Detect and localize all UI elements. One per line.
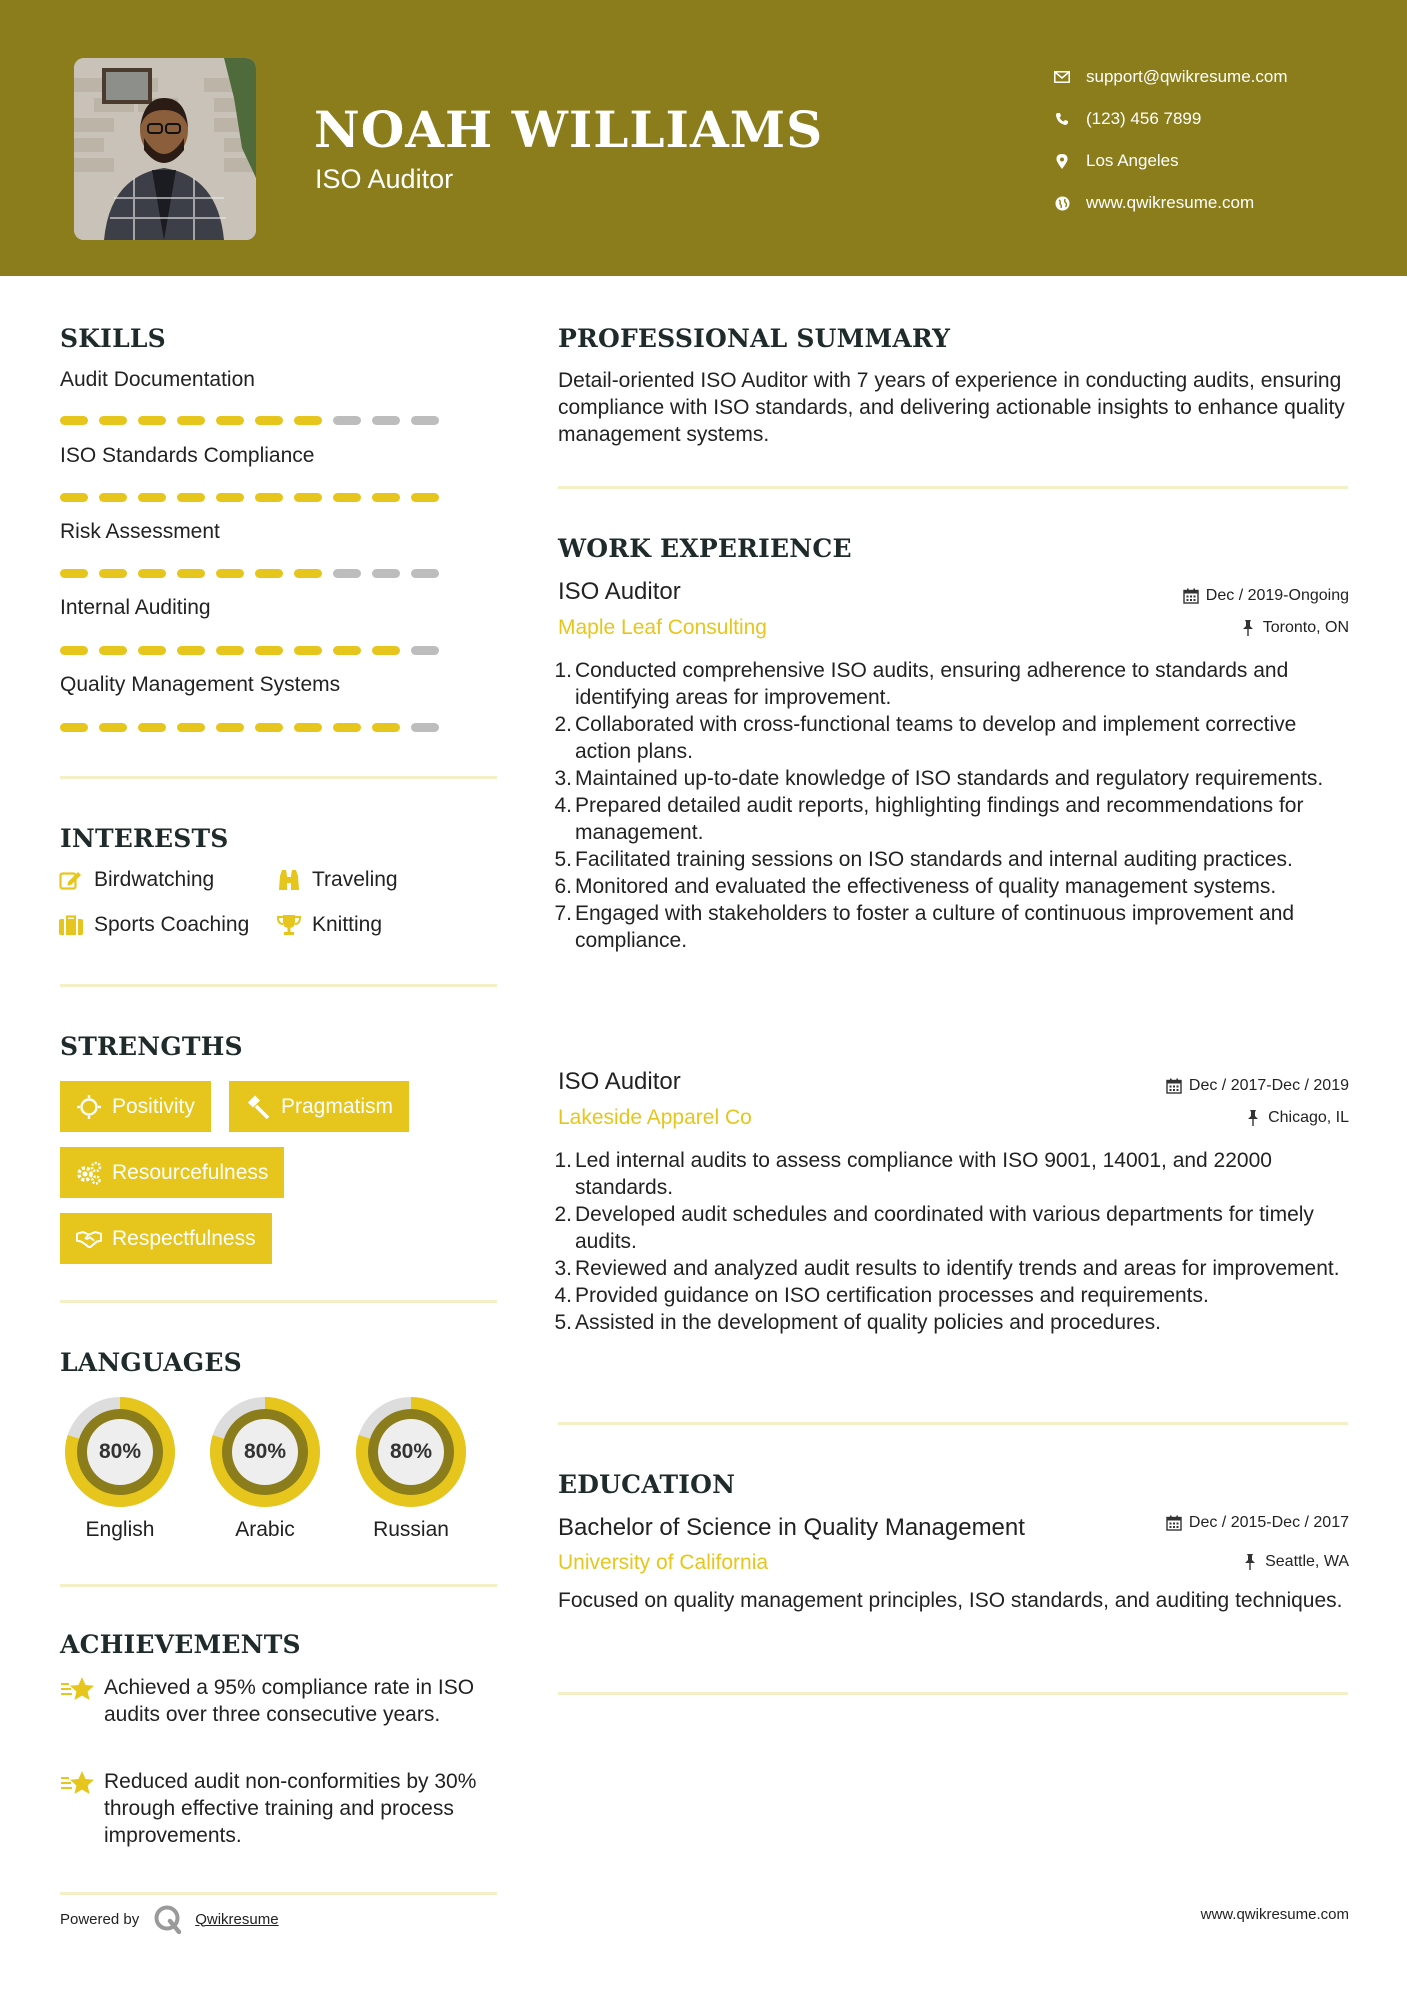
- skill-level-dash: [333, 569, 361, 578]
- job-dates-text: Dec / 2019-Ongoing: [1205, 587, 1349, 604]
- skill-level-dash: [294, 646, 322, 655]
- achievement-item: [60, 1768, 500, 1849]
- skill-level-dash: [411, 723, 439, 732]
- skill-level-dash: [60, 569, 88, 578]
- skill-level-dash: [216, 646, 244, 655]
- language-item: [58, 1390, 182, 1541]
- section-divider: [60, 1300, 497, 1303]
- calendar-icon: [1165, 1077, 1183, 1095]
- skill-level-dash: [216, 569, 244, 578]
- strength-label: Pragmatism: [281, 1094, 394, 1118]
- skill-level-dash: [333, 416, 361, 425]
- skill-level-dash: [138, 646, 166, 655]
- skill-level-dash: [216, 723, 244, 732]
- contact-list: [1050, 56, 1288, 224]
- skill-level-dash: [99, 569, 127, 578]
- skill-bar: [60, 416, 440, 426]
- skill-level-dash: [255, 493, 283, 502]
- star-icon: [60, 1768, 96, 1798]
- duty-item: 4. Provided guidance on ISO certification processes and requirements.: [554, 1284, 1209, 1307]
- contact-email-text: support@qwikresume.com: [1086, 67, 1288, 86]
- section-divider: [558, 1422, 1348, 1425]
- achievement-text: Reduced audit non-conformities by 30% through effective training and process improvements.: [104, 1770, 477, 1847]
- candidate-name: NOAH WILLIAMS: [314, 100, 824, 159]
- company-name: Maple Leaf Consulting: [558, 616, 767, 639]
- skill-level-dash: [372, 416, 400, 425]
- skill-level-dash: [177, 646, 205, 655]
- powered-by: [60, 1904, 279, 1934]
- education-location: [1241, 1553, 1349, 1571]
- duty-item: 1. Conducted comprehensive ISO audits, ensuring adherence to standards and identifying areas for improvement.: [554, 659, 1289, 709]
- calendar-icon: [1165, 1514, 1183, 1532]
- handshake-icon: [76, 1226, 102, 1252]
- language-item: [349, 1390, 473, 1541]
- company-name: Lakeside Apparel Co: [558, 1106, 752, 1129]
- job-dates: [1182, 587, 1349, 605]
- skill-name: Risk Assessment: [60, 520, 220, 543]
- skill-level-dash: [411, 569, 439, 578]
- profile-photo: [74, 58, 256, 240]
- skill-level-dash: [294, 569, 322, 578]
- interests-heading: INTERESTS: [60, 824, 229, 853]
- section-divider: [60, 1584, 497, 1587]
- skill-name: Internal Auditing: [60, 596, 211, 619]
- skill-level-dash: [411, 646, 439, 655]
- duty-item: 4. Prepared detailed audit reports, highlighting findings and recommendations for management.: [554, 794, 1304, 844]
- qwikresume-link[interactable]: Qwikresume: [195, 1910, 279, 1928]
- contact-location-text: Los Angeles: [1086, 151, 1179, 170]
- interest-label: Knitting: [312, 913, 383, 936]
- section-divider: [558, 486, 1348, 489]
- skill-level-dash: [99, 723, 127, 732]
- job-dates-text: Dec / 2017-Dec / 2019: [1188, 1077, 1349, 1094]
- contact-website-text: www.qwikresume.com: [1086, 193, 1255, 212]
- language-percent: 80%: [243, 1440, 287, 1463]
- job-location-text: Toronto, ON: [1262, 619, 1349, 636]
- trophy-icon: [276, 912, 302, 938]
- skill-level-dash: [60, 416, 88, 425]
- skill-level-dash: [294, 416, 322, 425]
- skill-level-dash: [216, 493, 244, 502]
- skill-level-dash: [294, 493, 322, 502]
- duty-item: 2. Developed audit schedules and coordinated with various departments for timely audits.: [554, 1203, 1314, 1253]
- skill-level-dash: [138, 569, 166, 578]
- skill-level-dash: [177, 493, 205, 502]
- achievement-text: Achieved a 95% compliance rate in ISO audits over three consecutive years.: [104, 1676, 475, 1726]
- gears-icon: [76, 1160, 102, 1186]
- pushpin-icon: [1241, 1553, 1259, 1571]
- pushpin-icon: [1239, 619, 1257, 637]
- achievement-item: [60, 1674, 500, 1728]
- skill-level-dash: [255, 416, 283, 425]
- contact-location: [1050, 140, 1288, 182]
- interest-label: Birdwatching: [94, 868, 215, 891]
- skill-bar: [60, 723, 440, 733]
- skill-name: Quality Management Systems: [60, 673, 341, 696]
- skill-level-dash: [372, 493, 400, 502]
- duty-item: 5. Facilitated training sessions on ISO standards and internal auditing practices.: [554, 848, 1293, 871]
- strength-tag: [60, 1213, 272, 1264]
- achievements-heading: ACHIEVEMENTS: [60, 1630, 301, 1659]
- contact-website[interactable]: [1050, 182, 1288, 224]
- summary-text: Detail-oriented ISO Auditor with 7 years of experience in conducting audits, ensuring compliance with ISO standards, and delivering actionable insights to enhance quality management systems.: [558, 369, 1345, 446]
- envelope-icon: [1050, 65, 1074, 89]
- contact-phone[interactable]: [1050, 98, 1288, 140]
- language-name: Arabic: [235, 1518, 295, 1541]
- education-dates: [1165, 1514, 1349, 1532]
- gavel-icon: [245, 1094, 271, 1120]
- job-duties: [554, 1147, 1358, 1336]
- language-percent: 80%: [389, 1440, 433, 1463]
- duty-item: 1. Led internal audits to assess compliance with ISO 9001, 14001, and 22000 standards.: [554, 1149, 1272, 1199]
- education-description: Focused on quality management principles, ISO standards, and auditing techniques.: [558, 1589, 1343, 1612]
- job-location-text: Chicago, IL: [1268, 1109, 1349, 1126]
- skills-heading: SKILLS: [60, 324, 166, 353]
- qwikresume-logo-icon: [153, 1904, 183, 1934]
- skill-level-dash: [372, 646, 400, 655]
- skill-name: ISO Standards Compliance: [60, 444, 315, 467]
- language-name: Russian: [373, 1518, 449, 1541]
- skill-level-dash: [372, 723, 400, 732]
- skill-level-dash: [411, 416, 439, 425]
- strength-tag: [60, 1081, 211, 1132]
- resume-header: [0, 0, 1407, 276]
- strength-tag: [60, 1147, 284, 1198]
- contact-email[interactable]: [1050, 56, 1288, 98]
- skill-level-dash: [177, 723, 205, 732]
- skill-level-dash: [60, 646, 88, 655]
- sun-icon: [76, 1094, 102, 1120]
- skill-name: Audit Documentation: [60, 368, 255, 391]
- language-name: English: [85, 1518, 155, 1541]
- interest-item: [276, 912, 382, 938]
- skill-level-dash: [255, 569, 283, 578]
- skill-bar: [60, 646, 440, 656]
- skill-level-dash: [99, 493, 127, 502]
- skill-bar: [60, 493, 440, 503]
- duty-item: 3. Reviewed and analyzed audit results to identify trends and areas for improvement.: [554, 1257, 1340, 1280]
- binoculars-icon: [276, 867, 302, 893]
- summary-heading: PROFESSIONAL SUMMARY: [558, 324, 951, 353]
- language-percent: 80%: [98, 1440, 142, 1463]
- footer-website[interactable]: www.qwikresume.com: [1200, 1906, 1349, 1923]
- globe-icon: [1050, 191, 1074, 215]
- skill-level-dash: [177, 569, 205, 578]
- map-pin-icon: [1050, 149, 1074, 173]
- job-location: [1244, 1109, 1349, 1127]
- duty-item: 6. Monitored and evaluated the effectiveness of quality management systems.: [554, 875, 1277, 898]
- section-divider: [60, 776, 497, 779]
- experience-heading: WORK EXPERIENCE: [558, 534, 852, 563]
- contact-phone-text: (123) 456 7899: [1086, 109, 1202, 128]
- interest-label: Sports Coaching: [94, 913, 250, 936]
- education-heading: EDUCATION: [558, 1470, 736, 1499]
- duty-item: 3. Maintained up-to-date knowledge of ISO standards and regulatory requirements.: [554, 767, 1324, 790]
- job-dates: [1165, 1077, 1349, 1095]
- skill-level-dash: [99, 416, 127, 425]
- education-location-text: Seattle, WA: [1265, 1553, 1349, 1570]
- duty-item: 2. Collaborated with cross-functional teams to develop and implement corrective action plans.: [554, 713, 1297, 763]
- skill-level-dash: [372, 569, 400, 578]
- briefcase-icon: [58, 912, 84, 938]
- skill-level-dash: [255, 646, 283, 655]
- languages-heading: LANGUAGES: [60, 1348, 242, 1377]
- strength-label: Positivity: [112, 1094, 195, 1118]
- education-dates-text: Dec / 2015-Dec / 2017: [1188, 1514, 1349, 1531]
- powered-by-label: Powered by: [60, 1910, 140, 1928]
- skill-level-dash: [333, 723, 361, 732]
- skill-level-dash: [333, 646, 361, 655]
- skill-bar: [60, 569, 440, 579]
- interest-item: [58, 912, 249, 938]
- job-duties: [554, 657, 1358, 954]
- skill-level-dash: [255, 723, 283, 732]
- skill-level-dash: [138, 493, 166, 502]
- skill-level-dash: [60, 493, 88, 502]
- strength-label: Respectfulness: [112, 1226, 256, 1250]
- skill-level-dash: [333, 493, 361, 502]
- job-title: ISO Auditor: [558, 578, 681, 605]
- skill-level-dash: [60, 723, 88, 732]
- section-divider: [558, 1692, 1348, 1695]
- skill-level-dash: [216, 416, 244, 425]
- skill-level-dash: [138, 416, 166, 425]
- job-title: ISO Auditor: [558, 1068, 681, 1095]
- degree-title: Bachelor of Science in Quality Management: [558, 1514, 1025, 1541]
- calendar-icon: [1182, 587, 1200, 605]
- skill-level-dash: [177, 416, 205, 425]
- interest-item: [58, 867, 214, 893]
- skill-level-dash: [99, 646, 127, 655]
- section-divider: [60, 1892, 497, 1895]
- interest-item: [276, 867, 398, 893]
- edit-icon: [58, 867, 84, 893]
- section-divider: [60, 984, 497, 987]
- strength-tag: [229, 1081, 409, 1132]
- candidate-title: ISO Auditor: [315, 164, 454, 194]
- skill-level-dash: [138, 723, 166, 732]
- phone-icon: [1050, 107, 1074, 131]
- interest-label: Traveling: [312, 868, 398, 891]
- skill-level-dash: [294, 723, 322, 732]
- strengths-heading: STRENGTHS: [60, 1032, 243, 1061]
- school-name: University of California: [558, 1551, 769, 1574]
- duty-item: 7. Engaged with stakeholders to foster a culture of continuous improvement and compliance.: [554, 902, 1295, 952]
- job-location: [1239, 619, 1349, 637]
- pushpin-icon: [1244, 1109, 1262, 1127]
- strength-label: Resourcefulness: [112, 1160, 269, 1184]
- duty-item: 5. Assisted in the development of quality policies and procedures.: [554, 1311, 1162, 1334]
- language-item: [203, 1390, 327, 1541]
- skill-level-dash: [411, 493, 439, 502]
- star-icon: [60, 1674, 96, 1704]
